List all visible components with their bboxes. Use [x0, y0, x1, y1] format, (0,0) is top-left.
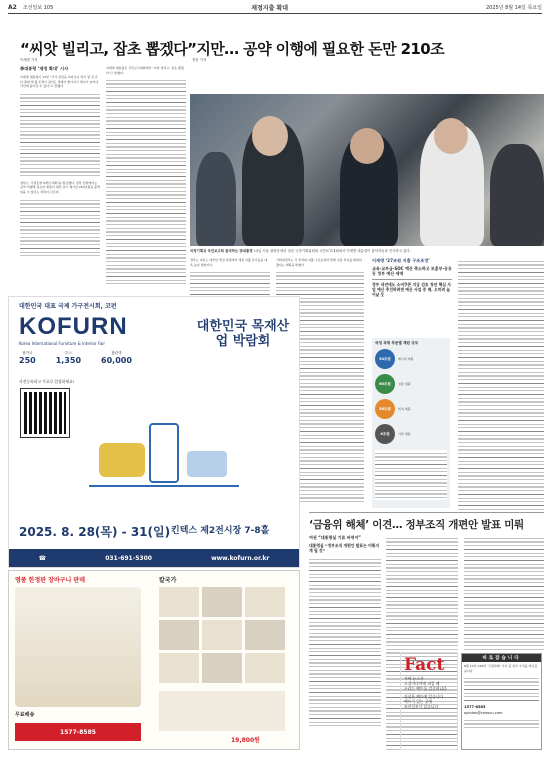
ad-right-title: 대한민국 목재산업 박람회 [196, 319, 290, 349]
infobox-item: 6조원 기타 재원 [375, 424, 447, 444]
second-article-col3 [464, 535, 544, 650]
ad-stats: 참가국 250 부스 1,350 참관객 60,000 [19, 351, 132, 365]
byline-right: 정선 기자 [192, 58, 207, 62]
phone-icon: ☎ [38, 554, 47, 562]
photo-caption-detail: 13일 서울 광화문에서 열린 국정기획위원회 국민보고대회에서 이재명 대통령이 참석자들과 인사하고 있다. [253, 249, 411, 253]
qr-label: 사전등록하고 무료로 입장하세요! [19, 379, 75, 384]
divider [309, 512, 544, 513]
shop-title: 명품 한정판 장바구니 판매 [15, 577, 86, 584]
product-photo [159, 691, 285, 731]
paragraph: 기획재정부는 각 부처의 지출 구조조정과 함께 성장 투자를 확대하겠다는 계획을 밝혔다. [276, 258, 362, 267]
body-text-lines [20, 91, 100, 179]
body-text-lines [20, 197, 100, 257]
kofurn-advertisement[interactable] [8, 296, 300, 568]
furniture-illustration [89, 393, 239, 513]
ad-top-line: 대한민국 대표 국제 가구전시회, 코펀 [19, 303, 117, 310]
product-image [15, 587, 141, 707]
infobox-item: 54조원 에너지 재원 [375, 349, 447, 369]
infobox-title: 국정 과제 부문별 재원 규모 [375, 341, 419, 345]
second-headline: ‘금융위 해체’ 이견… 정부조직 개편안 발표 미뤄 [309, 519, 524, 531]
paragraph: 정부는 ‘국정운영 5개년 계획’을 발표했다. 정부 안팎에서는 공약 이행에 필요한 재원이 대선 당시 제시한 210조원을 훌쩍 넘을 수 있다는 관측이 나온다. [20, 180, 100, 194]
paragraph: 이재명 대통령은 국민보고대회에서 “씨앗 빌리고, 잡초 뽑겠다”고 밝혔다. [106, 66, 184, 75]
right-column [458, 258, 544, 513]
paragraph: 이재명 대통령이 13일 “국가 살림을 하다보니 빚이 될 것 같다 절대 세 출 조정이 있어도 경제가 좋아지고 세수가 늘어야 국민께 돌아갈 수 있다”고 말했다. [20, 75, 99, 89]
gauge-icon: 54조원 [375, 349, 395, 369]
ad-footer-bar [9, 549, 299, 567]
correction-phone[interactable]: 1577-8585 [464, 705, 486, 710]
shop-order-button[interactable]: 1577-8585 [15, 723, 141, 741]
correction-box [461, 653, 542, 750]
photo-caption-title: 국정기획위 국민보고회 참석하는 李대통령 [190, 249, 253, 253]
side-text: 교육·교부금·SOC 예산 축소하고 보훈부·공공 등 정부 예산 세액 [372, 266, 452, 276]
ad-subtitle: Korea International Furniture & Interior Fair [19, 341, 106, 346]
paragraph: 정부는 내년도 예산안 편성 과정에서 재정 지출 증가율을 대폭 높일 방침이다. [190, 258, 268, 267]
page-header [8, 2, 542, 14]
paper-name: 조선일보 105 [22, 5, 54, 11]
gauge-icon: 60조원 [375, 374, 395, 394]
byline-left: 이새별 기자 [20, 58, 38, 62]
kofurn-logo: KOFURN [19, 313, 128, 340]
shop-right-title: 칼국가 [159, 577, 177, 584]
sub-headline-2: 대통령실 “정부조직 개편안 발표는 미뤄지게 될 것” [309, 543, 380, 553]
budget-infobox [372, 338, 450, 508]
fact-logo: Fact [404, 655, 445, 675]
correction-title: 바로잡습니다 [462, 654, 541, 662]
fact-text: 가짜 뉴스가 소셜미디어에 퍼질 때 우리는 팩트를 검증합니다 진실은 팩트에 있습니다 팩트가 있는 곳에 조선일보가 있습니다 [404, 676, 447, 709]
ad-right-panel [195, 311, 291, 377]
fact-advertisement [400, 652, 458, 750]
body-text-lines [309, 556, 381, 726]
side-title: 이재명 ‘27조원 지출 구조조정’ [372, 258, 430, 263]
body-text-lines [464, 675, 539, 703]
side-summary [372, 258, 452, 297]
shop-free-shipping: 무료배송 [15, 712, 35, 718]
qr-code[interactable] [21, 389, 69, 437]
body-text-lines [106, 77, 186, 287]
body-text-lines [464, 717, 539, 731]
shop-price: 19,800원 [231, 737, 260, 744]
product-grid [159, 587, 285, 683]
second-article-intro [309, 535, 381, 726]
side-sub: 정부 내년에도 소비쿠폰 지급 검토 청년 핵심 사업 예산 추진하려면 예산 사업 중 배, 오히려 늘어날 듯 [372, 279, 452, 297]
shopping-advertisement[interactable] [8, 570, 300, 750]
main-headline: “씨앗 빌리고, 잡초 뽑겠다”지만… 공약 이행에 필요한 돈만 210조 [20, 40, 444, 58]
left-column [20, 66, 100, 292]
ad-web[interactable]: www.kofurn.or.kr [211, 554, 270, 562]
column-label: 李대통령 ‘재정 확대’ 시사 [20, 66, 69, 71]
main-photo [190, 94, 544, 246]
infobox-item: 58조원 복지 재원 [375, 399, 447, 419]
issue-date: 2025년 8월 14일 목요일 [485, 5, 542, 11]
ad-date: 2025. 8. 28(목) - 31(일) [19, 525, 171, 539]
infobox-item: 60조원 성장 재원 [375, 374, 447, 394]
gauge-icon: 6조원 [375, 424, 395, 444]
sub-headline: 여권 “대통령실 기류 바뀌어” [309, 535, 361, 540]
correction-email[interactable]: opinion@chosun.com [464, 711, 503, 716]
ad-venue: 킨텍스 제2전시장 7-8홀 [171, 526, 270, 536]
page-number: A2 [8, 4, 17, 11]
gauge-icon: 58조원 [375, 399, 395, 419]
section-title: 재정지출 확대 [251, 5, 289, 12]
second-column [106, 66, 186, 292]
body-text-lines [458, 258, 544, 513]
correction-text: 8월 13일 A10면 ‘국정과제’ 기사 중 일부 수치를 바로잡습니다. [464, 664, 538, 673]
ad-tel[interactable]: 031-691-5300 [105, 554, 152, 562]
body-text-lines [375, 450, 447, 500]
body-text-lines [464, 535, 544, 650]
